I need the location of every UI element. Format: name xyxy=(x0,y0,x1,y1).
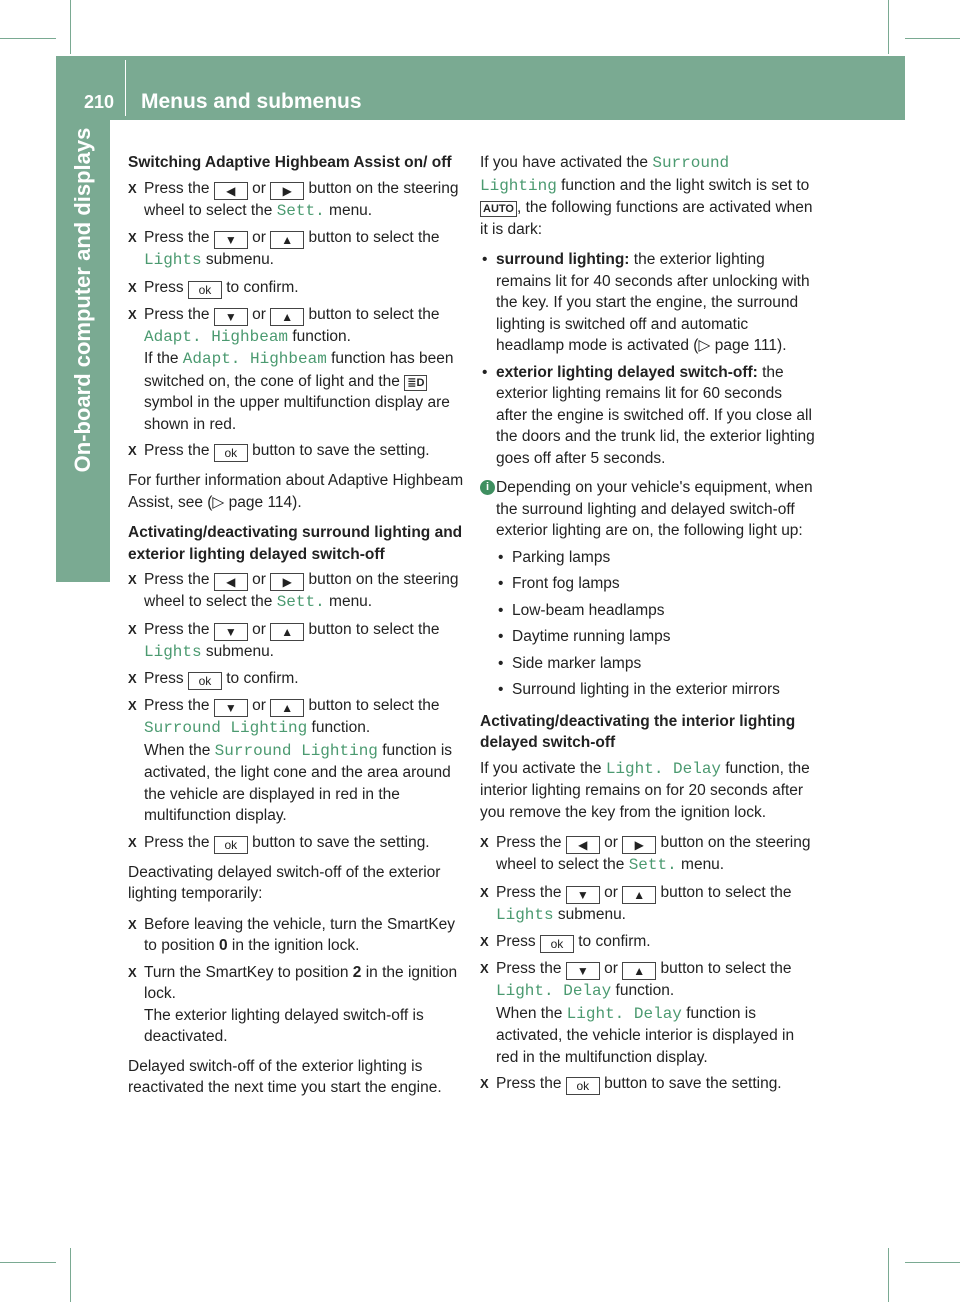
ok-key-icon: ok xyxy=(566,1077,600,1095)
down-key-icon: ▼ xyxy=(214,623,248,641)
delay-intro: If you activate the Light. Delay function, the interior lighting remains on for 20 seconds after you remove the key from the ignition lock. xyxy=(480,759,810,821)
right-key-icon: ▶ xyxy=(270,573,304,591)
crop-mark xyxy=(888,1248,889,1302)
heading-surround: Activating/deactivating surround lighting and exterior lighting delayed switch-off xyxy=(128,524,463,563)
step: X Press the ◀ or ▶ button on the steering wheel to select the Sett. menu. xyxy=(480,832,815,877)
func-surround-lighting: Surround Lighting xyxy=(480,154,730,195)
step: X Press ok to confirm. xyxy=(480,931,815,953)
auto-key-icon: AUTO xyxy=(480,201,517,217)
func-surround-lighting: Surround Lighting xyxy=(144,719,308,737)
side-tab-label: On-board computer and displays xyxy=(70,127,95,473)
up-key-icon: ▲ xyxy=(270,623,304,641)
step: X Press the ok button to save the setting. xyxy=(128,440,466,462)
up-key-icon: ▲ xyxy=(622,886,656,904)
further-info: For further information about Adaptive Highbeam Assist, see (▷ page 114). xyxy=(128,472,464,511)
list-item: • Parking lamps xyxy=(480,547,815,569)
list-item: • exterior lighting delayed switch-off: the exterior lighting remains lit for 60 seconds after the engine is switched off. If you close all the doors and the trunk lid, the exterior lighting goes off after 5 seconds. xyxy=(480,362,815,470)
right-key-icon: ▶ xyxy=(270,182,304,200)
step: X Press the ◀ or ▶ button on the steering wheel to select the Sett. menu. xyxy=(128,178,466,223)
step: X Press the ▼ or ▲ button to select the Surround Lighting function. When the Surround Lighting function is activated, the light cone and the area around the vehicle are displayed in red in the multifunction display. xyxy=(128,695,466,827)
step: X Press ok to confirm. xyxy=(128,668,466,690)
down-key-icon: ▼ xyxy=(566,886,600,904)
right-key-icon: ▶ xyxy=(622,836,656,854)
menu-sett: Sett. xyxy=(628,856,677,874)
up-key-icon: ▲ xyxy=(622,962,656,980)
submenu-lights: Lights xyxy=(144,251,202,269)
crop-mark xyxy=(70,1248,71,1302)
func-adapt-highbeam: Adapt. Highbeam xyxy=(144,327,289,346)
submenu-lights: Lights xyxy=(496,905,554,924)
deactivate-intro: Deactivating delayed switch-off of the exterior lighting temporarily: xyxy=(128,863,441,902)
step: X Press the ▼ or ▲ button to select the Lights submenu. xyxy=(480,882,815,927)
list-item: • surround lighting: the exterior lighting remains lit for 40 seconds after unlocking with the key. If you start the engine, the surround lighting is switched off and automatic headlamp mode is activated (▷ page 111). xyxy=(480,249,815,357)
section-title: Menus and submenus xyxy=(141,90,362,113)
header-divider xyxy=(125,60,126,116)
left-column xyxy=(128,152,466,1108)
down-key-icon: ▼ xyxy=(214,308,248,326)
heading-highbeam: Switching Adaptive Highbeam Assist on/ off xyxy=(128,154,452,171)
step: X Press the ▼ or ▲ button to select the Light. Delay function. When the Light. Delay function is activated, the vehicle interior is displayed in red in the multifunction display. xyxy=(480,958,815,1068)
left-key-icon: ◀ xyxy=(214,182,248,200)
crop-mark xyxy=(70,0,71,54)
up-key-icon: ▲ xyxy=(270,699,304,717)
down-key-icon: ▼ xyxy=(214,231,248,249)
crop-mark xyxy=(0,38,56,39)
ok-key-icon: ok xyxy=(188,672,222,690)
list-item: • Side marker lamps xyxy=(480,653,815,675)
reactivated-note: Delayed switch-off of the exterior lighting is reactivated the next time you start the engine. xyxy=(128,1057,442,1096)
heading-interior: Activating/deactivating the interior lighting delayed switch-off xyxy=(480,712,796,751)
step: X Press the ok button to save the setting. xyxy=(480,1073,815,1095)
crop-mark xyxy=(905,1262,960,1263)
submenu-lights: Lights xyxy=(144,642,202,661)
ok-key-icon: ok xyxy=(214,444,248,462)
right-column xyxy=(480,152,815,1100)
step: X Press the ▼ or ▲ button to select the Adapt. Highbeam function. If the Adapt. Highbeam function has been switched on, the cone of light and the ≣D symbol in the upper multifunction display are shown in red. xyxy=(128,304,466,436)
func-surround-lighting: Surround Lighting xyxy=(214,741,378,760)
ok-key-icon: ok xyxy=(540,935,574,953)
down-key-icon: ▼ xyxy=(214,699,248,717)
step: X Press the ▼ or ▲ button to select the Lights submenu. xyxy=(128,619,466,664)
func-light-delay: Light. Delay xyxy=(496,982,612,1000)
step: X Before leaving the vehicle, turn the SmartKey to position 0 in the ignition lock. xyxy=(128,914,466,957)
crop-mark xyxy=(0,1262,56,1263)
left-key-icon: ◀ xyxy=(566,836,600,854)
list-item: • Low-beam headlamps xyxy=(480,600,815,622)
down-key-icon: ▼ xyxy=(566,962,600,980)
list-item: • Surround lighting in the exterior mirrors xyxy=(480,679,815,701)
surround-intro: If you have activated the Surround Lighting function and the light switch is set to AUTO , the following functions are activated when it is dark: xyxy=(480,154,813,238)
list-item: • Front fog lamps xyxy=(480,573,815,595)
page-ref-icon: ▷ xyxy=(698,337,711,354)
step: X Turn the SmartKey to position 2 in the ignition lock. The exterior lighting delayed switch-off is deactivated. xyxy=(128,962,466,1048)
menu-sett: Sett. xyxy=(276,593,325,611)
ok-key-icon: ok xyxy=(188,281,222,299)
highbeam-symbol-icon: ≣D xyxy=(404,375,427,391)
page-ref-icon: ▷ xyxy=(212,493,225,511)
crop-mark xyxy=(888,0,889,54)
ok-key-icon: ok xyxy=(214,836,248,854)
left-key-icon: ◀ xyxy=(214,573,248,591)
menu-sett: Sett. xyxy=(276,201,325,220)
list-item: • Daytime running lamps xyxy=(480,626,815,648)
func-adapt-highbeam: Adapt. Highbeam xyxy=(182,350,327,368)
up-key-icon: ▲ xyxy=(270,308,304,326)
func-light-delay: Light. Delay xyxy=(605,759,722,778)
step: X Press the ▼ or ▲ button to select the Lights submenu. xyxy=(128,227,466,272)
up-key-icon: ▲ xyxy=(270,231,304,249)
crop-mark xyxy=(905,38,960,39)
step: X Press the ok button to save the setting. xyxy=(128,832,466,854)
step: X Press the ◀ or ▶ button on the steering wheel to select the Sett. menu. xyxy=(128,569,466,614)
info-note: i Depending on your vehicle's equipment, when the surround lighting and delayed switch-off exterior lighting are on, the following light up: xyxy=(480,477,815,542)
func-light-delay: Light. Delay xyxy=(566,1004,682,1023)
info-icon: i xyxy=(480,480,495,495)
step: X Press ok to confirm. xyxy=(128,277,466,299)
page-number: 210 xyxy=(84,92,115,112)
